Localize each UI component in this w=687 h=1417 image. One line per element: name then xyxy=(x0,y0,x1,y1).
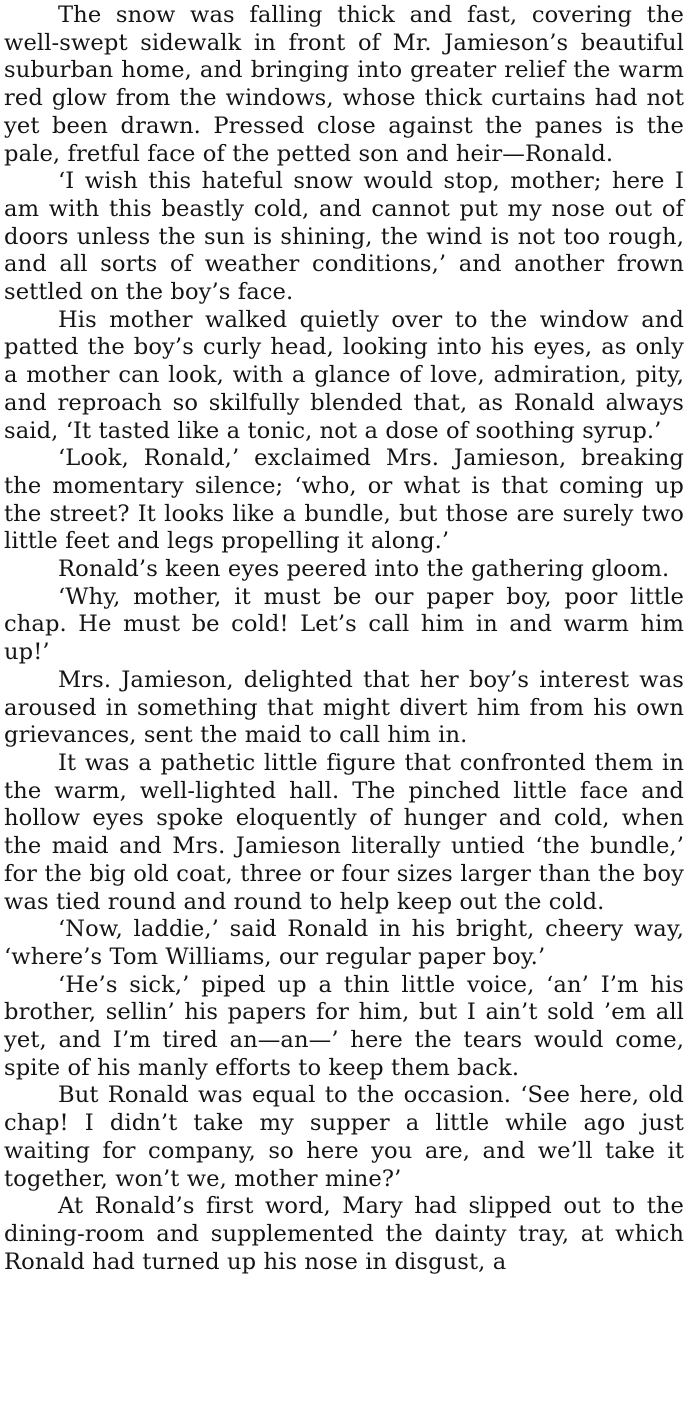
paragraph-3: His mother walked quietly over to the window and patted the boy’s curly head, looking into his eyes, as only a mother can look, with a glance of love, admiration, pity, and reproach so skilfully blended that, as Ronald always said, ‘It tasted like a tonic, not a dose of soothing syrup.’ xyxy=(4,306,684,444)
paragraph-11: But Ronald was equal to the occasion. ‘See here, old chap! I didn’t take my supper a little while ago just waiting for company, so here you are, and we’ll take it together, won’t we, mother mine?’ xyxy=(4,1082,684,1192)
paragraph-2: ‘I wish this hateful snow would stop, mother; here I am with this beastly cold, and cannot put my nose out of doors unless the sun is shining, the wind is not too rough, and all sorts of weather conditions,’ and another frown settled on the boy’s face. xyxy=(4,168,684,306)
paragraph-6: ‘Why, mother, it must be our paper boy, poor little chap. He must be cold! Let’s call him in and warm him up!’ xyxy=(4,583,684,666)
paragraph-9: ‘Now, laddie,’ said Ronald in his bright, cheery way, ‘where’s Tom Williams, our regular paper boy.’ xyxy=(4,916,684,970)
paragraph-4: ‘Look, Ronald,’ exclaimed Mrs. Jamieson, breaking the momentary silence; ‘who, or what is that coming up the street? It looks like a bundle, but those are surely two little feet and legs propelling it along.’ xyxy=(4,445,684,555)
paragraph-10: ‘He’s sick,’ piped up a thin little voice, ‘an’ I’m his brother, sellin’ his papers for him, but I ain’t sold ’em all yet, and I’m tired an—an—’ here the tears would come, spite of his manly efforts to keep them back. xyxy=(4,971,684,1081)
paragraph-7: Mrs. Jamieson, delighted that her boy’s interest was aroused in something that might divert him from his own grievances, sent the maid to call him in. xyxy=(4,666,684,749)
paragraph-1: The snow was falling thick and fast, covering the well-swept sidewalk in front of Mr. Jamieson’s beautiful suburban home, and bringing into greater relief the warm red glow from the windows, whose thick curtains had not yet been drawn. Pressed close against the panes is the pale, fretful face of the petted son and heir—Ronald. xyxy=(4,2,684,167)
paragraph-12: At Ronald’s first word, Mary had slipped out to the dining-room and supplemented the dainty tray, at which Ronald had turned up his nose in disgust, a xyxy=(4,1193,684,1275)
paragraph-5: Ronald’s keen eyes peered into the gathering gloom. xyxy=(58,556,670,583)
paragraph-8: It was a pathetic little figure that confronted them in the warm, well-lighted hall. The pinched little face and hollow eyes spoke eloquently of hunger and cold, when the maid and Mrs. Jamieson literally untied ‘the bundle,’ for the big old coat, three or four sizes larger than the boy was tied round and round to help keep out the cold. xyxy=(4,749,684,915)
